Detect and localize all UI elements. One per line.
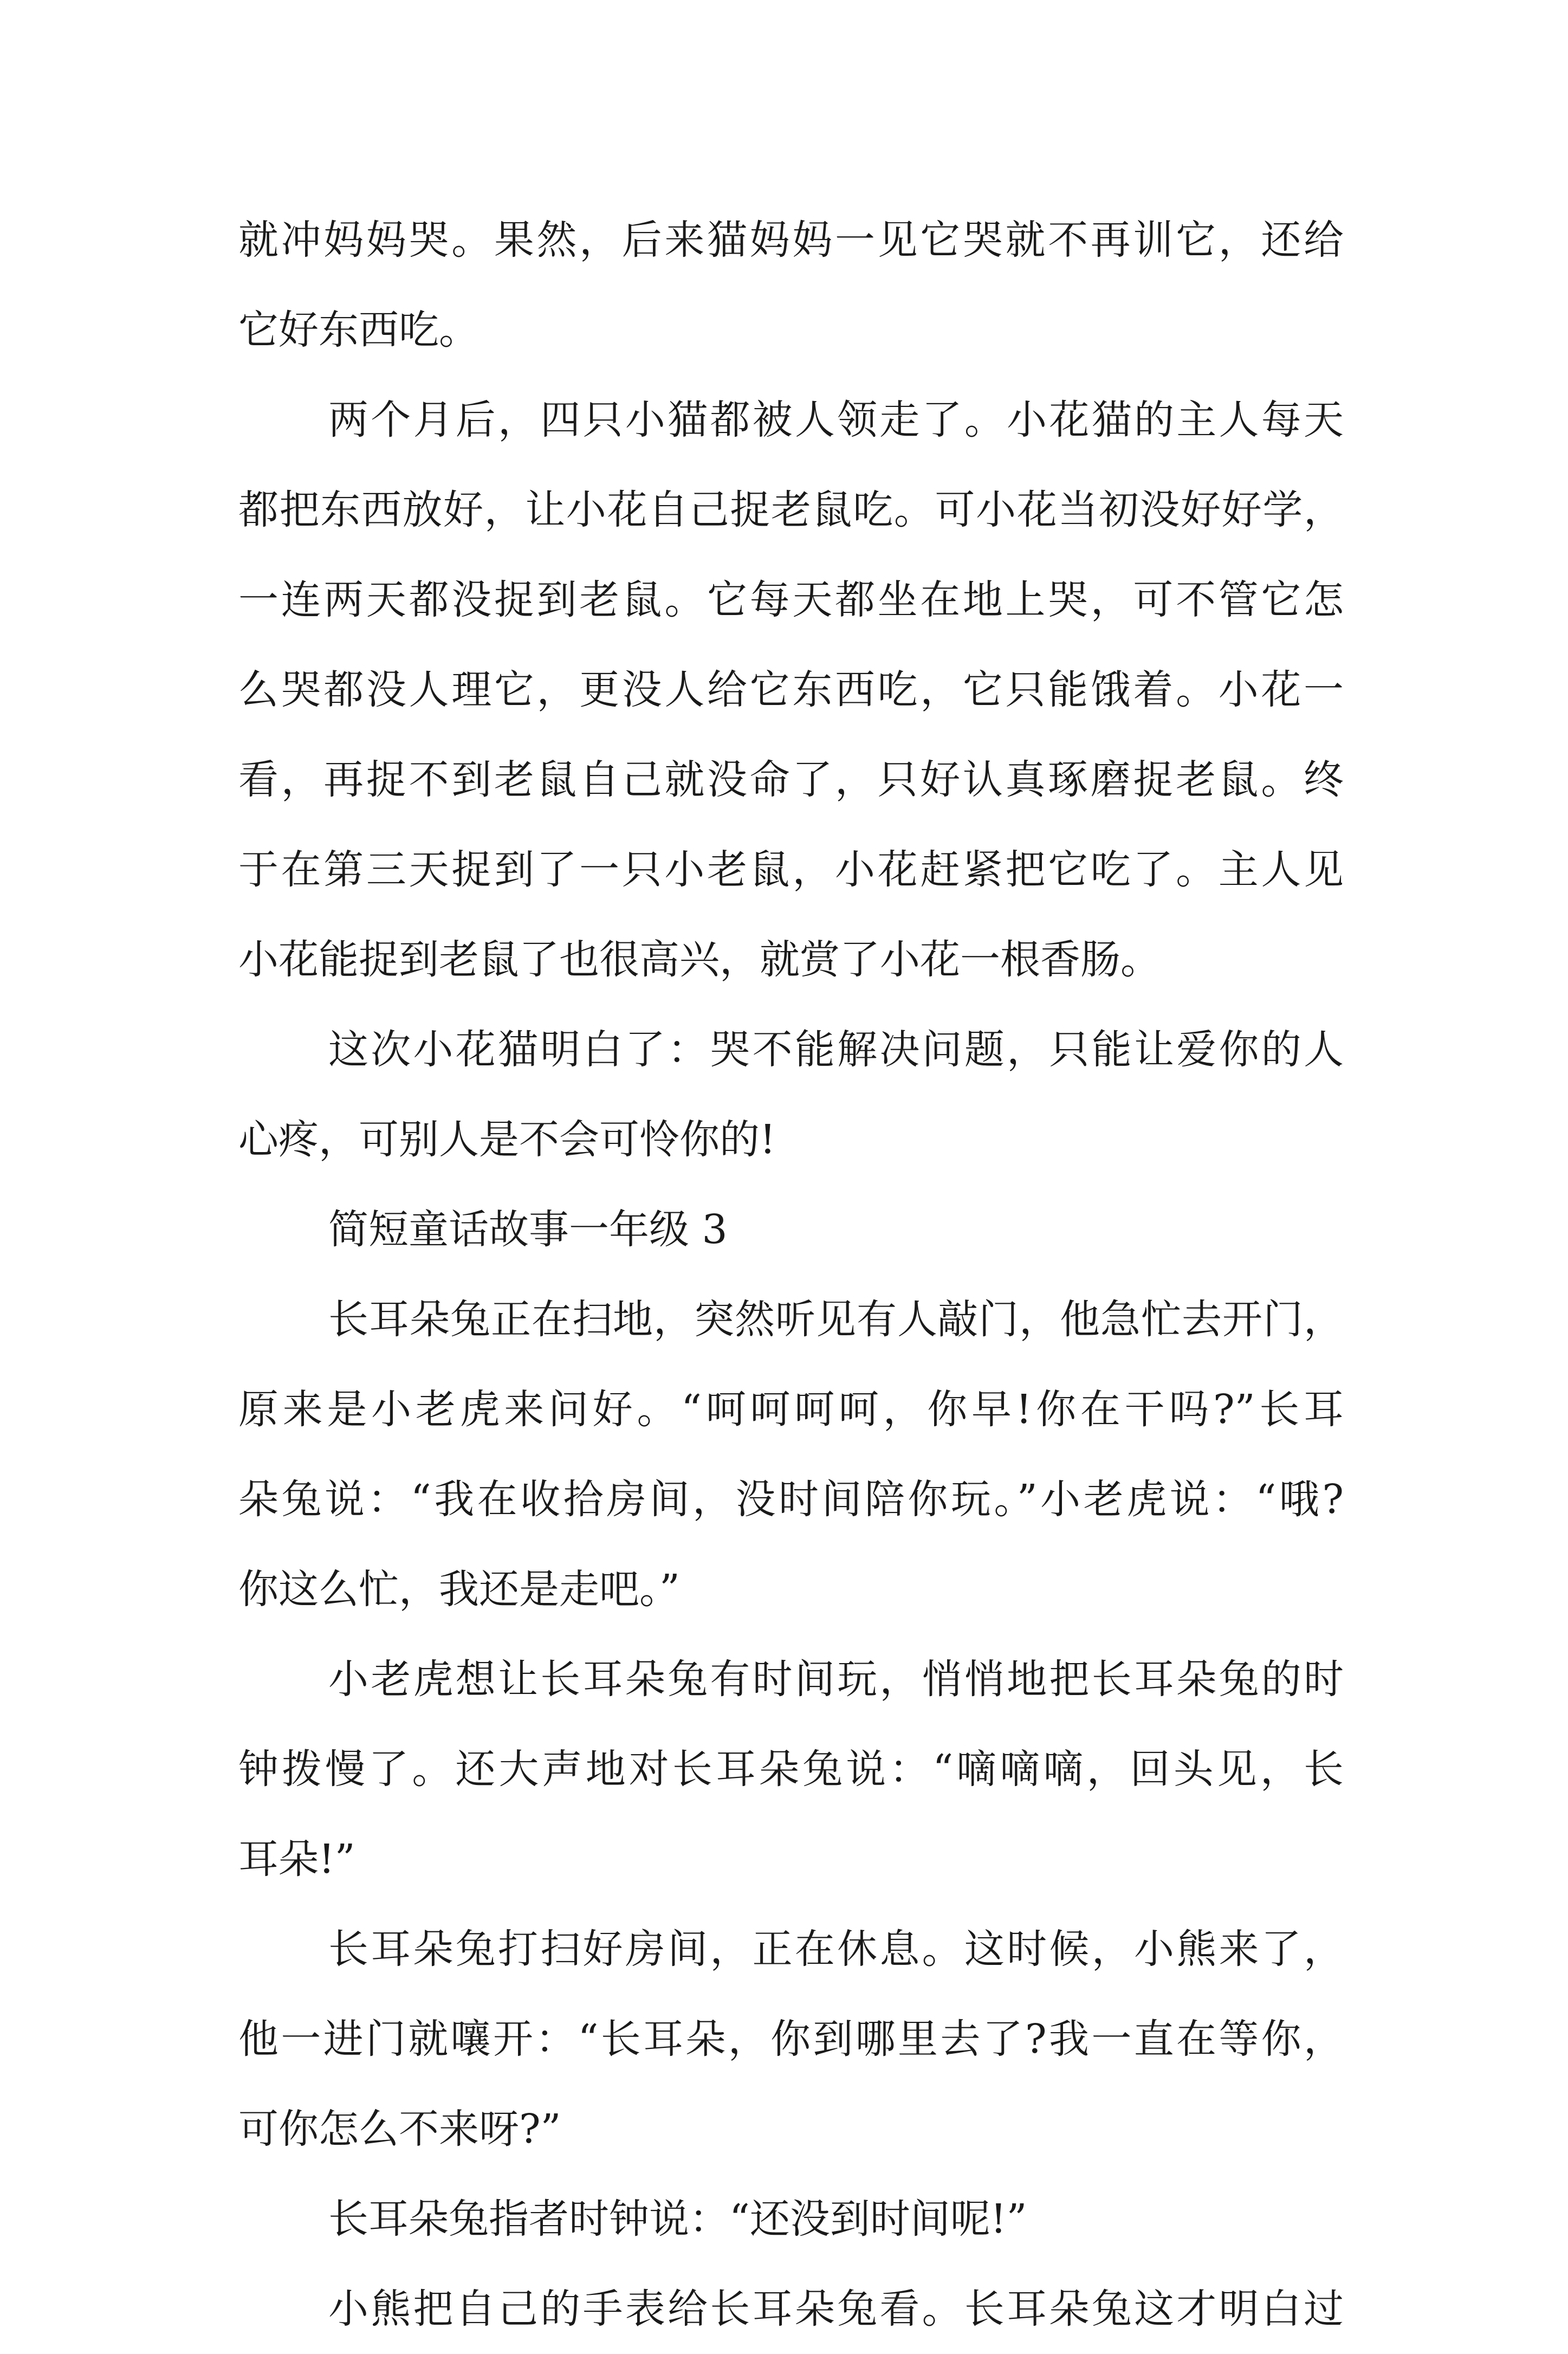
text-line: 都把东西放好，让小花自己捉老鼠吃。可小花当初没好好学， [238, 487, 1344, 533]
text-line: 钟拨慢了。还大声地对长耳朵兔说：“嘀嘀嘀，回头见，长 [238, 1746, 1344, 1793]
text-line: 耳朵!” [238, 1836, 355, 1883]
text-line: 朵兔说：“我在收拾房间，没时间陪你玩。”小老虎说：“哦? [238, 1476, 1344, 1523]
text-line: 长耳朵兔正在扫地，突然听见有人敲门，他急忙去开门， [328, 1296, 1344, 1343]
text-line: 么哭都没人理它，更没人给它东西吃，它只能饿着。小花一 [238, 667, 1344, 713]
text-line: 小花能捉到老鼠了也很高兴，就赏了小花一根香肠。 [238, 936, 1161, 983]
story-text-block [238, 195, 1344, 2354]
text-line: 他一进门就嚷开：“长耳朵，你到哪里去了?我一直在等你， [238, 2016, 1344, 2062]
section-heading: 简短童话故事一年级 3 [328, 1206, 728, 1253]
text-line: 长耳朵兔指者时钟说：“还没到时间呢!” [328, 2196, 1027, 2242]
text-line: 这次小花猫明白了：哭不能解决问题，只能让爱你的人 [328, 1026, 1344, 1073]
text-line: 小老虎想让长耳朵兔有时间玩，悄悄地把长耳朵兔的时 [328, 1656, 1344, 1703]
text-line: 长耳朵兔打扫好房间，正在休息。这时候，小熊来了， [328, 1926, 1344, 1973]
text-line: 看，再捉不到老鼠自己就没命了，只好认真琢磨捉老鼠。终 [238, 756, 1344, 803]
text-line: 可你怎么不来呀?” [238, 2106, 561, 2152]
text-line: 你这么忙，我还是走吧。” [238, 1566, 680, 1613]
text-line: 就冲妈妈哭。果然，后来猫妈妈一见它哭就不再训它，还给 [238, 217, 1344, 263]
text-line: 小熊把自己的手表给长耳朵兔看。长耳朵兔这才明白过 [328, 2286, 1344, 2332]
text-line: 于在第三天捉到了一只小老鼠，小花赶紧把它吃了。主人见 [238, 846, 1344, 893]
text-line: 心疼，可别人是不会可怜你的! [238, 1116, 776, 1163]
text-line: 两个月后，四只小猫都被人领走了。小花猫的主人每天 [328, 397, 1344, 443]
text-line: 它好东西吃。 [238, 307, 479, 353]
text-line: 原来是小老虎来问好。“呵呵呵呵，你早!你在干吗?”长耳 [238, 1386, 1344, 1433]
text-line: 一连两天都没捉到老鼠。它每天都坐在地上哭，可不管它怎 [238, 577, 1344, 623]
